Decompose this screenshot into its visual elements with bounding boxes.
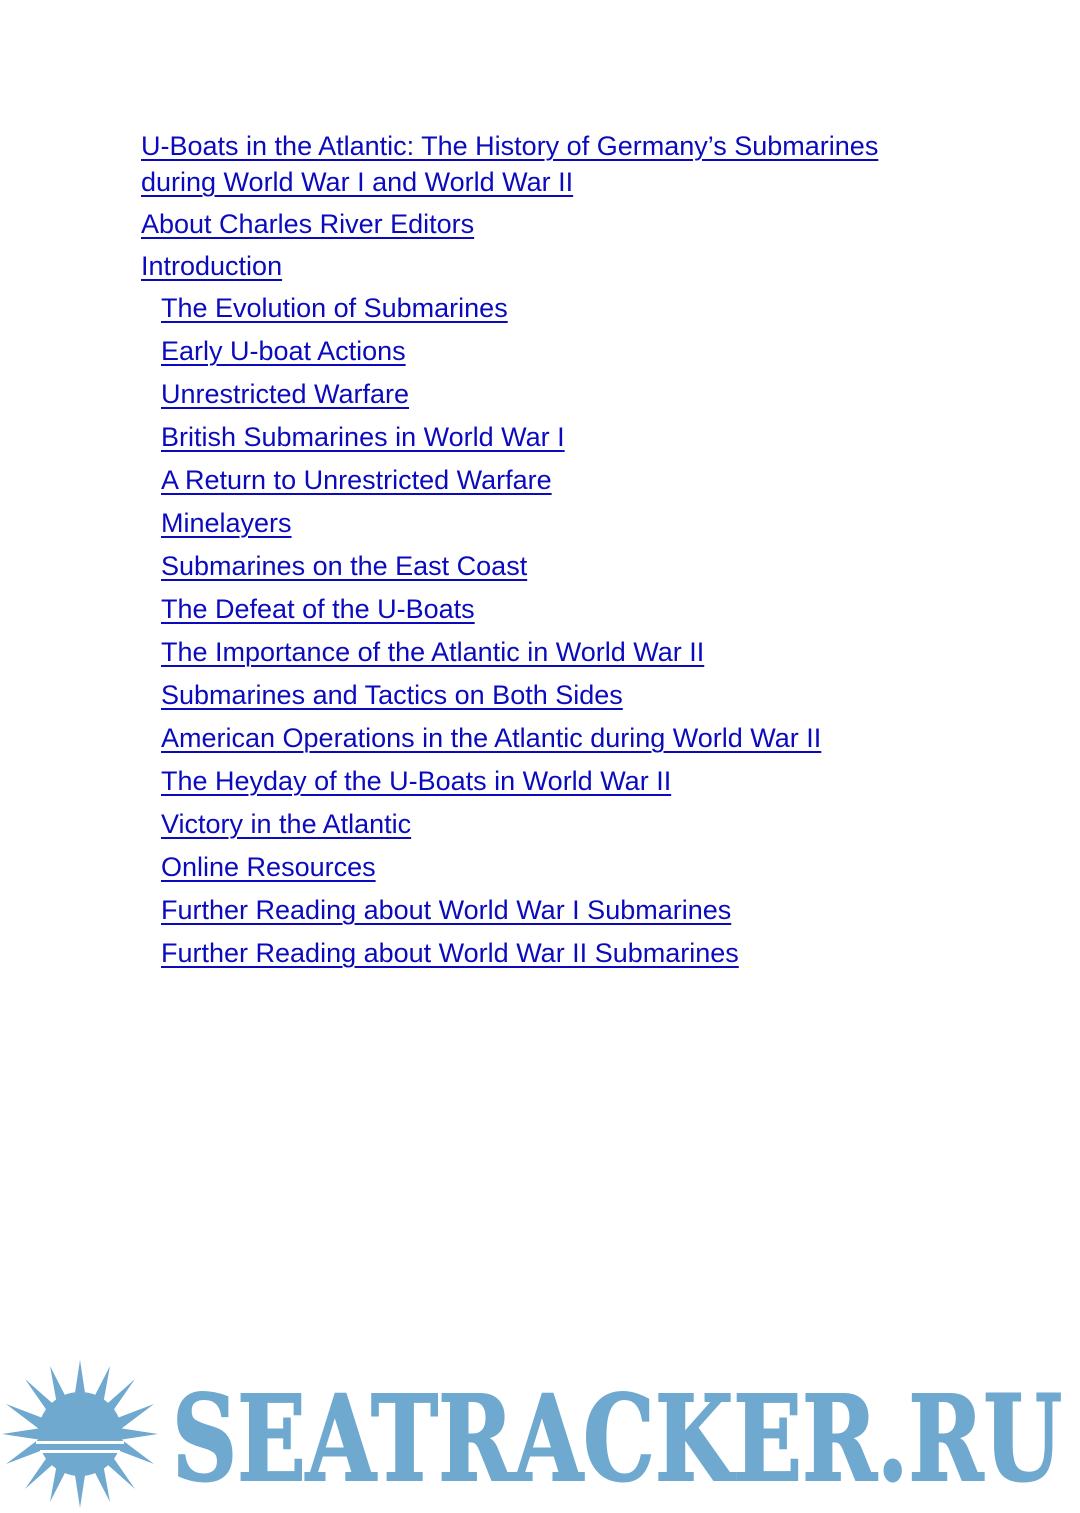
toc-link-submarines-and-tactics[interactable]: Submarines and Tactics on Both Sides — [161, 680, 623, 710]
toc-link-east-coast[interactable]: Submarines on the East Coast — [161, 551, 528, 581]
toc-link-early-uboat-actions[interactable]: Early U-boat Actions — [161, 336, 406, 366]
toc-link-title[interactable]: U-Boats in the Atlantic: The History of Germany’s Submarines during World War I and World War II — [141, 131, 879, 197]
toc-link-minelayers[interactable]: Minelayers — [161, 508, 292, 538]
toc-link-further-reading-ww2[interactable]: Further Reading about World War II Submarines — [161, 938, 739, 968]
watermark-text — [172, 1368, 1072, 1498]
toc-link-return-to-unrestricted-warfare[interactable]: A Return to Unrestricted Warfare — [161, 465, 552, 495]
sun-icon — [0, 1358, 160, 1510]
toc-link-british-submarines[interactable]: British Submarines in World War I — [161, 422, 565, 452]
svg-text:SEATRACKER.RU: SEATRACKER.RU — [172, 1369, 1062, 1498]
toc-link-victory-in-atlantic[interactable]: Victory in the Atlantic — [161, 809, 412, 839]
table-of-contents — [141, 128, 941, 978]
toc-link-online-resources[interactable]: Online Resources — [161, 852, 376, 882]
toc-link-defeat-of-uboats[interactable]: The Defeat of the U-Boats — [161, 594, 475, 624]
toc-link-importance-of-atlantic[interactable]: The Importance of the Atlantic in World War II — [161, 637, 705, 667]
toc-link-about-editors[interactable]: About Charles River Editors — [141, 209, 475, 239]
watermark — [0, 1350, 1080, 1513]
toc-link-introduction[interactable]: Introduction — [141, 251, 283, 281]
toc-link-heyday-of-uboats[interactable]: The Heyday of the U-Boats in World War II — [161, 766, 672, 796]
toc-link-unrestricted-warfare[interactable]: Unrestricted Warfare — [161, 379, 410, 409]
toc-link-further-reading-ww1[interactable]: Further Reading about World War I Submarines — [161, 895, 732, 925]
toc-link-american-operations[interactable]: American Operations in the Atlantic during World War II — [161, 723, 822, 753]
toc-link-evolution-of-submarines[interactable]: The Evolution of Submarines — [161, 293, 508, 323]
